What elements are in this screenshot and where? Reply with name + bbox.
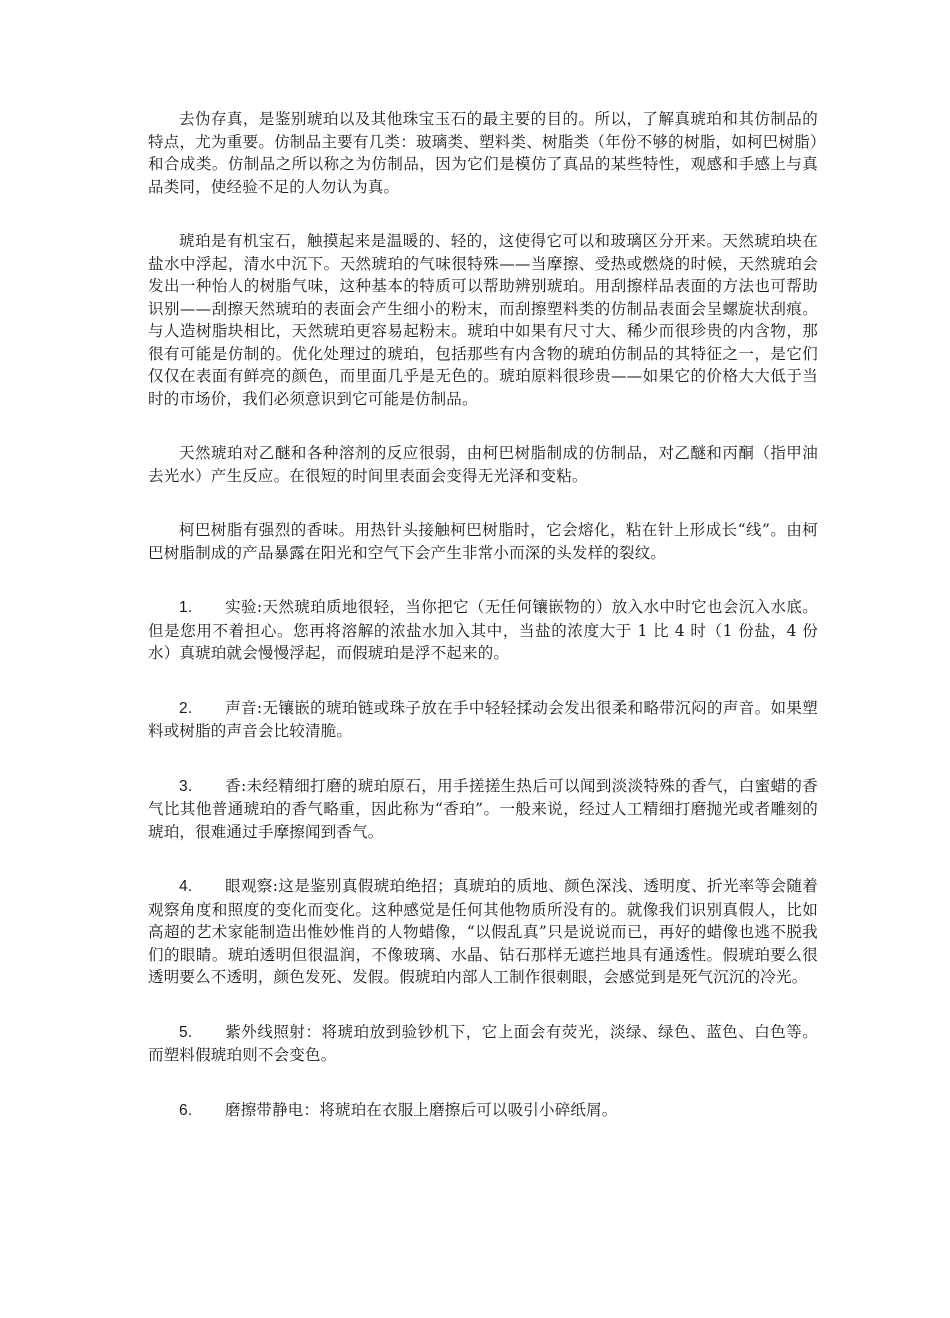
list-item	[148, 875, 818, 989]
list-number: 2.	[179, 699, 193, 717]
document-body	[148, 108, 818, 1154]
paragraph-solvent-reaction: 天然琥珀对乙醚和各种溶剂的反应很弱，由柯巴树脂制成的仿制品，对乙醚和丙酮（指甲油去光水）产生反应。在很短的时间里表面会变得无光泽和变粘。	[148, 444, 818, 485]
list-item	[148, 596, 818, 665]
list-item-text: 眼观察:这是鉴别真假琥珀绝招；真琥珀的质地、颜色深浅、透明度、折光率等会随着观察角度和照度的变化而变化。这种感觉是任何其他物质所没有的。就像我们识别真假人，比如高超的艺术家能制造出惟妙惟肖的人物蜡像，“以假乱真”只是说说而已，再好的蜡像也逃不脱我们的眼睛。琥珀透明但很温润，不像玻璃、水晶、钻石那样无遮拦地具有通透性。假琥珀要么很透明要么不透明，颜色发死、发假。假琥珀内部人工制作很刺眼，会感觉到是死气沉沉的冷光。	[148, 877, 818, 986]
list-item-text: 磨擦带静电：将琥珀在衣服上磨擦后可以吸引小碎纸屑。	[225, 1100, 618, 1119]
list-item-text: 声音:无镶嵌的琥珀链或珠子放在手中轻轻揉动会发出很柔和略带沉闷的声音。如果塑料或树脂的声音会比较清脆。	[148, 698, 818, 740]
list-item-text: 实验:天然琥珀质地很轻，当你把它（无任何镶嵌物的）放入水中时它也会沉入水底。但是您用不着担心。您再将溶解的浓盐水加入其中，当盐的浓度大于 1 比 4 时（1 份盐，4 份水）真琥珀就会慢慢浮起，而假琥珀是浮不起来的。	[148, 598, 818, 662]
list-item	[148, 697, 818, 743]
list-number: 5.	[179, 1023, 193, 1041]
list-item	[148, 1099, 818, 1123]
list-number: 1.	[179, 599, 193, 616]
paragraph-amber-features: 琥珀是有机宝石，触摸起来是温暖的、轻的，这使得它可以和玻璃区分开来。天然琥珀块在盐水中浮起，清水中沉下。天然琥珀的气味很特殊——当摩擦、受热或燃烧的时候，天然琥珀会发出一种怡人的树脂气味，这种基本的特质可以帮助辨别琥珀。用刮擦样品表面的方法也可帮助识别——刮擦天然琥珀的表面会产生细小的粉末，而刮擦塑料类的仿制品表面会呈螺旋状刮痕。与人造树脂块相比，天然琥珀更容易起粉末。琥珀中如果有尺寸大、稀少而很珍贵的内含物，那很有可能是仿制的。优化处理过的琥珀，包括那些有内含物的琥珀仿制品的其特征之一，是它们仅仅在表面有鲜亮的颜色，而里面几乎是无色的。琥珀原料很珍贵——如果它的价格大大低于当时的市场价，我们必须意识到它可能是仿制品。	[148, 232, 818, 408]
list-item-text: 紫外线照射：将琥珀放到验钞机下，它上面会有荧光，淡绿、绿色、蓝色、白色等。而塑料假琥珀则不会变色。	[148, 1022, 818, 1064]
paragraph-copal-resin: 柯巴树脂有强烈的香味。用热针头接触柯巴树脂时，它会熔化，粘在针上形成长“线”。由柯巴树脂制成的产品暴露在阳光和空气下会产生非常小而深的头发样的裂纹。	[148, 521, 818, 562]
list-number: 3.	[179, 777, 193, 795]
paragraph-intro: 去伪存真，是鉴别琥珀以及其他珠宝玉石的最主要的目的。所以，了解真琥珀和其仿制品的特点，尤为重要。仿制品主要有几类：玻璃类、塑料类、树脂类（年份不够的树脂，如柯巴树脂）和合成类。仿制品之所以称之为仿制品，因为它们是模仿了真品的某些特性，观感和手感上与真品类同，使经验不足的人勿认为真。	[148, 110, 818, 196]
list-item	[148, 1021, 818, 1067]
list-item	[148, 775, 818, 844]
list-item-text: 香:未经精细打磨的琥珀原石，用手搓搓生热后可以闻到淡淡特殊的香气，白蜜蜡的香气比其他普通琥珀的香气略重，因此称为“香珀”。一般来说，经过人工精细打磨抛光或者雕刻的琥珀，很难通过手摩擦闻到香气。	[148, 776, 818, 841]
list-number: 6.	[179, 1101, 193, 1119]
list-number: 4.	[179, 878, 193, 895]
